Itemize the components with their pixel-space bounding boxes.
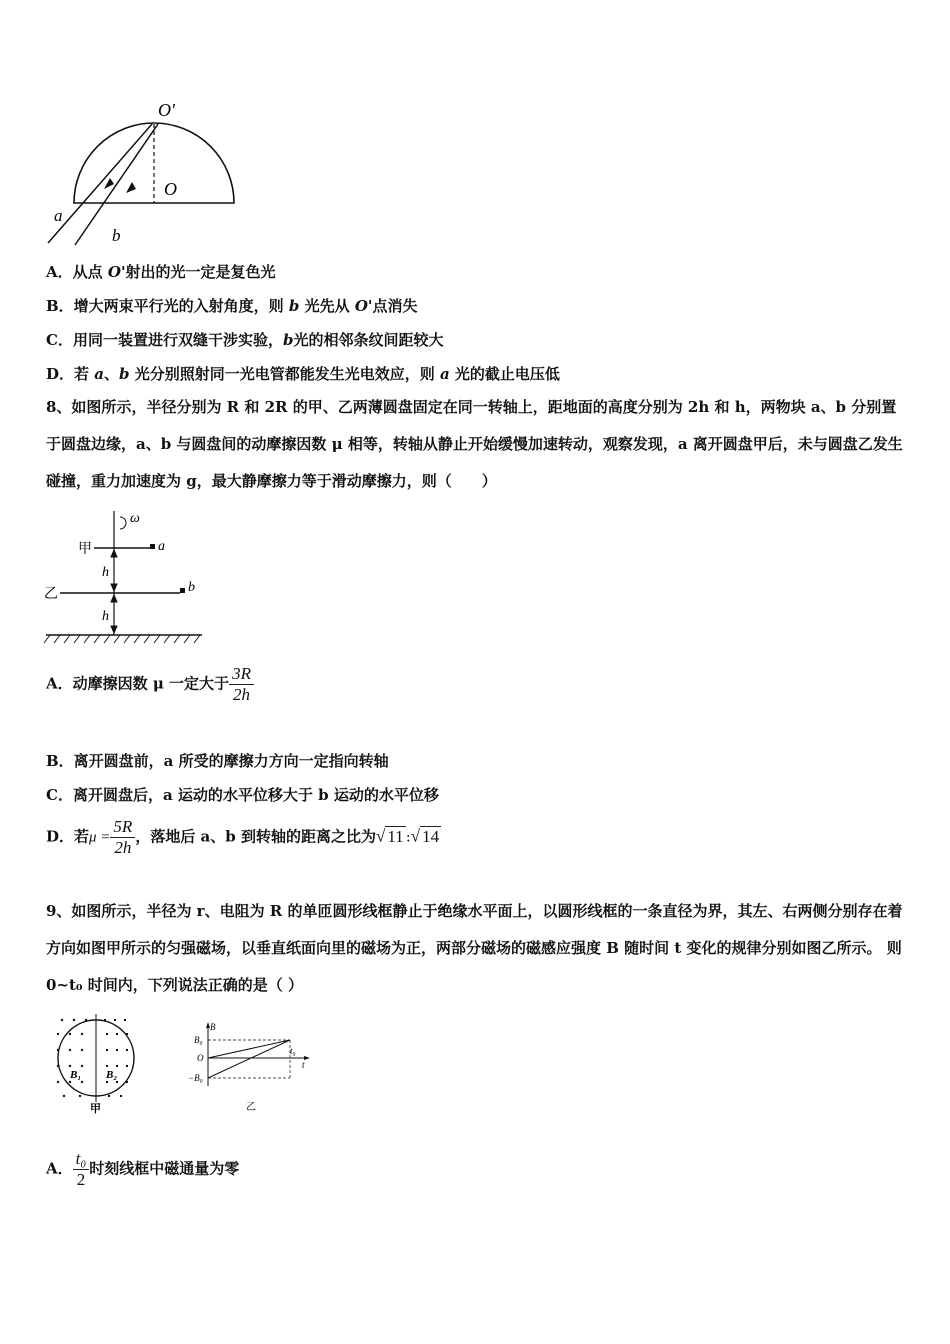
q8-option-d: D．若μ = $\frac{5R}{2h}$ ，落地后 a、b 到转轴的距离之比为√ 11 :√ 14 [46,817,440,857]
label-h-upper: h [102,565,109,580]
hemisphere-figure [40,96,250,252]
fraction-3r-2h: $\frac{3R}{2h}$ [229,664,254,705]
caption-yi: 乙 [246,1102,256,1113]
label-omega: ω [130,511,140,526]
b-t-graph-figure [188,1020,318,1116]
label-o: O [164,179,177,199]
label-axis-t: t [302,1060,305,1070]
q7-option-d: D．若 a、b 光分别照射同一光电管都能发生光电效应，则 a 光的截止电压低 [46,365,560,383]
q7-option-c: C．用同一装置进行双缝干涉实验，b光的相邻条纹间距较大 [46,331,444,349]
label-t0: t₀ [290,1046,296,1056]
label-disk-b: b [188,580,195,595]
q7-option-a: A．从点 O'射出的光一定是复色光 [46,263,276,281]
label-disk-a: a [158,539,165,554]
label-yi: 乙 [44,586,58,602]
q8-stem: 8、如图所示，半径分别为 R 和 2R 的甲、乙两薄圆盘固定在同一转轴上，距地面的高度分别为 2h 和 h，两物块 a、b 分别置于圆盘边缘，a、b 与圆盘间的动摩擦因数 μ 相等，转轴从静止开始缓慢加速转动，观察发现，a 离开圆盘甲后，未与圆盘乙发生碰撞，重力加速度为 g，最大静摩擦力等于滑动摩擦力，则（ ） [46,398,903,490]
sqrt-11: √ 11 [375,826,404,846]
caption-jia: 甲 [90,1102,101,1114]
q8-option-a: A．动摩擦因数 μ 一定大于 $\frac{3R}{2h}$ [46,664,254,705]
disk-shaft-figure [40,505,215,647]
label-h-lower: h [102,609,109,624]
fraction-5r-2h: $\frac{5R}{2h}$ [110,817,135,858]
label-o-prime: O' [158,100,175,120]
label-origin: O [197,1053,204,1063]
fraction-t0-2: $\frac{\text{t₀}}{2}$ [73,1149,90,1190]
q8-option-b: B．离开圆盘前，a 所受的摩擦力方向一定指向转轴 [46,752,389,770]
q7-option-b: B．增大两束平行光的入射角度，则 b 光先从 O'点消失 [46,297,418,315]
q8-option-c: C．离开圆盘后，a 运动的水平位移大于 b 运动的水平位移 [46,786,439,804]
label-axis-b: B [210,1022,216,1032]
magnetic-circle-figure [50,1012,140,1114]
label-neg-b0: −B₀ [188,1073,203,1083]
q9-option-a: A． $\frac{\text{t₀}}{2}$ 时刻线框中磁通量为零 [46,1149,240,1189]
label-b0: B₀ [194,1035,203,1045]
sqrt-14: √ 14 [410,826,440,846]
label-b2: B₂ [106,1069,118,1081]
label-a: a [54,206,63,225]
label-b: b [112,226,121,245]
q9-stem: 9、如图所示，半径为 r、电阻为 R 的单匝圆形线框静止于绝缘水平面上，以圆形线框的一条直径为界，其左、右两侧分别存在着方向如图甲所示的匀强磁场，以垂直纸面向里的磁场为正，两部分磁场的磁感应强度 B 随时间 t 变化的规律分别如图乙所示。 则 0~t₀ 时间内，下列说法正确的是（ ） [46,902,903,994]
label-jia: 甲 [78,541,92,557]
label-b1: B₁ [70,1069,82,1081]
